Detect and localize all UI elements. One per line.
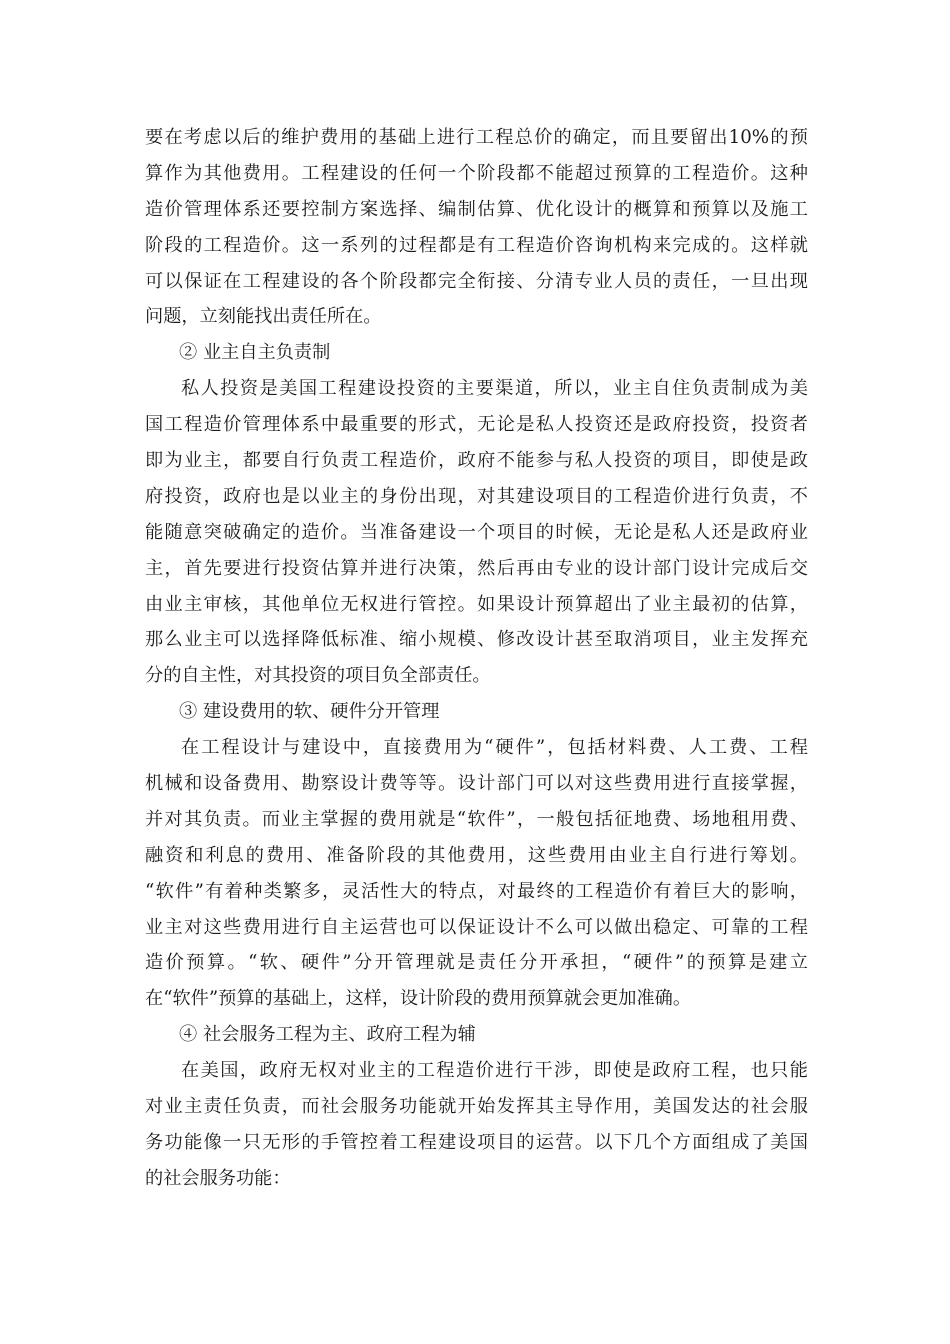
text-line: 的社会服务功能： bbox=[145, 1167, 291, 1189]
text-line: 主，首先要进行投资估算并进行决策，然后再由专业的设计部门设计完成后交 bbox=[145, 557, 808, 579]
text-line: 要在考虑以后的维护费用的基础上进行工程总价的确定，而且要留出10%的预 bbox=[145, 127, 808, 148]
text-line: 问题，立刻能找出责任所在。 bbox=[145, 306, 382, 328]
text-line: 造价预算。“软、硬件”分开管理就是责任分开承担，“硬件”的预算是建立 bbox=[145, 952, 808, 974]
text-line: 私人投资是美国工程建设投资的主要渠道，所以，业主自住负责制成为美 bbox=[181, 378, 808, 400]
text-line: 在美国，政府无权对业主的工程造价进行干涉，即使是政府工程，也只能 bbox=[181, 1060, 808, 1082]
text-line: 对业主责任负责，而社会服务功能就开始发挥其主导作用，美国发达的社会服 bbox=[145, 1096, 808, 1118]
text-line: 那么业主可以选择降低标准、缩小规模、修改设计甚至取消项目，业主发挥充 bbox=[145, 629, 808, 651]
text-line: 算作为其他费用。工程建设的任何一个阶段都不能超过预算的工程造价。这种 bbox=[145, 162, 808, 184]
text-line: 造价管理体系还要控制方案选择、编制估算、优化设计的概算和预算以及施工 bbox=[145, 198, 808, 220]
section-heading: ② 业主自主负责制 bbox=[179, 342, 331, 364]
document-body bbox=[145, 120, 808, 1197]
text-line: 即为业主，都要自行负责工程造价，政府不能参与私人投资的项目，即使是政 bbox=[145, 450, 808, 472]
text-line: 能随意突破确定的造价。当准备建设一个项目的时候，无论是私人还是政府业 bbox=[145, 521, 808, 543]
section-heading: ③ 建设费用的软、硬件分开管理 bbox=[179, 701, 440, 723]
text-line: “软件”有着种类繁多，灵活性大的特点，对最终的工程造价有着巨大的影响， bbox=[145, 880, 808, 902]
text-line: 融资和利息的费用、准备阶段的其他费用，这些费用由业主自行进行筹划。 bbox=[145, 844, 808, 866]
text-line: 务功能像一只无形的手管控着工程建设项目的运营。以下几个方面组成了美国 bbox=[145, 1131, 808, 1153]
text-line: 由业主审核，其他单位无权进行管控。如果设计预算超出了业主最初的估算， bbox=[145, 593, 808, 615]
text-line: 业主对这些费用进行自主运营也可以保证设计不么可以做出稳定、可靠的工程 bbox=[145, 916, 808, 938]
text-line: 在工程设计与建设中，直接费用为“硬件”，包括材料费、人工费、工程 bbox=[181, 737, 808, 759]
text-line: 在“软件”预算的基础上，这样，设计阶段的费用预算就会更加准确。 bbox=[145, 988, 692, 1010]
text-line: 国工程造价管理体系中最重要的形式，无论是私人投资还是政府投资，投资者 bbox=[145, 414, 808, 436]
section-heading: ④ 社会服务工程为主、政府工程为辅 bbox=[179, 1024, 476, 1046]
text-line: 并对其负责。而业主掌握的费用就是“软件”，一般包括征地费、场地租用费、 bbox=[145, 808, 808, 830]
text-line: 机械和设备费用、勘察设计费等等。设计部门可以对这些费用进行直接掌握， bbox=[145, 773, 808, 795]
text-line: 阶段的工程造价。这一系列的过程都是有工程造价咨询机构来完成的。这样就 bbox=[145, 234, 808, 256]
text-line: 可以保证在工程建设的各个阶段都完全衔接、分清专业人员的责任，一旦出现 bbox=[145, 270, 808, 292]
text-line: 府投资，政府也是以业主的身份出现，对其建设项目的工程造价进行负责，不 bbox=[145, 485, 808, 507]
text-line: 分的自主性，对其投资的项目负全部责任。 bbox=[145, 665, 491, 687]
